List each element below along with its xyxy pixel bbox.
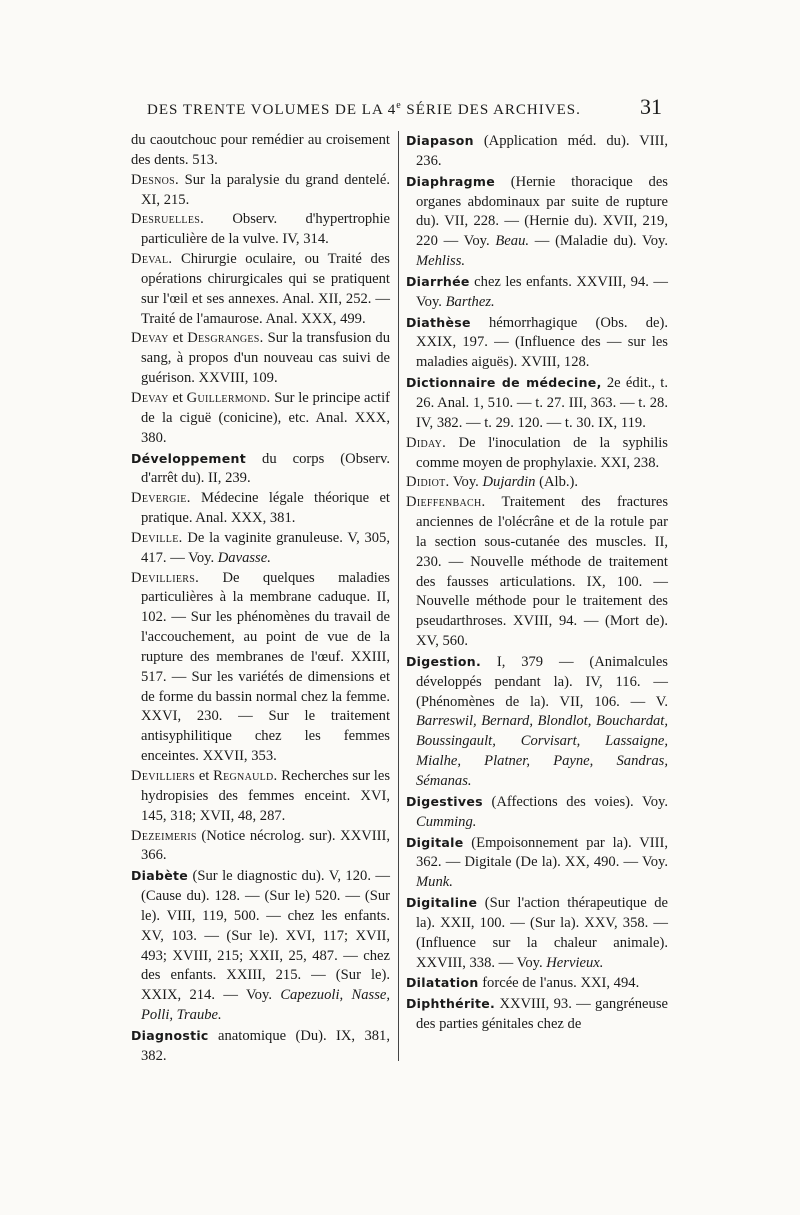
index-entry: du caoutchouc pour remédier au croisement des dents. 513. [131,132,390,168]
right-column [406,131,668,1035]
index-entry: Devilliers. De quelques maladies particulières à la membrane caduque. II, 102. — Sur les phénomènes du travail de l'accouchement, au point de vue de la rupture des membranes de l'œuf. XXIII, 517. — Sur les variétés de dimensions et de forme du bassin normal chez la femme. XXVI, 230. — Sur le traitement antisyphilitique chez les femmes enceintes. XXVII, 353. [131,569,390,765]
column-divider [398,131,399,1061]
index-entry: Diabète (Sur le diagnostic du). V, 120. — (Cause du). 128. — (Sur le) 520. — (Sur le). VIII, 119, 500. — chez les enfants. XV, 103. — (Sur le). XVI, 117; XVII, 493; XVIII, 215; XXII, 25, 487. — chez des enfants. XXIII, 215. — (Sur le). XXIX, 214. — Voy. Capezuoli, Nasse, Polli, Traube. [131,868,391,1024]
index-entry: Dilatation forcée de l'anus. XXI, 494. [406,975,640,992]
running-header [135,96,662,124]
index-entry: Digitaline (Sur l'action thérapeutique de la). XXII, 100. — (Sur la). XXV, 358. — (Influence sur la chaleur animale). XXVIII, 338. — Voy. Hervieux. [406,895,668,971]
index-entry: Dezeimeris (Notice nécrolog. sur). XXVIII, 366. [131,827,390,864]
index-entry: Digestion. I, 379 — (Animalcules développés pendant la). IV, 116. — (Phénomènes de la). VII, 106. — V. Barreswil, Bernard, Blondlot, Bouchardat, Boussingault, Corvisart, Lassaigne, Mialhe, Platner, Payne, Sandras, Sémanas. [406,653,668,789]
index-entry: Diathèse hémorrhagique (Obs. de). XXIX, 197. — (Influence des — sur les maladies aiguës). XVIII, 128. [406,314,668,371]
index-entry: Desnos. Sur la paralysie du grand dentelé. XI, 215. [131,171,390,208]
left-column [131,131,390,1067]
index-entry: Dictionnaire de médecine, 2e édit., t. 26. Anal. 1, 510. — t. 27. III, 363. — t. 28. IV, 382. — t. 29. 120. — t. 30. IX, 119. [406,375,668,431]
index-entry: Développement du corps (Observ. d'arrêt du). II, 239. [131,450,390,487]
index-entry: Diphthérite. XXVIII, 93. — gangréneuse des parties génitales chez de [406,996,668,1033]
index-entry: Dieffenbach. Traitement des fractures anciennes de l'olécrâne et de la rotule par la section sous-cutanée des muscles. II, 230. — Nouvelle méthode de traitement des fausses articulations. IX, 100. — Nouvelle méthode pour le traitement des pseudarthroses. XVIII, 94. — (Mort de). XV, 560. [406,494,668,650]
index-entry: Diagnostic anatomique (Du). IX, 381, 382. [131,1027,390,1064]
index-entry: Diapason (Application méd. du). VIII, 236. [406,133,668,169]
index-entry: Deville. De la vaginite granuleuse. V, 305, 417. — Voy. Davasse. [131,529,390,566]
index-entry: Diarrhée chez les enfants. XXVIII, 94. — Voy. Barthez. [406,273,668,310]
page-number: 31 [640,94,662,119]
index-entry: Diday. De l'inoculation de la syphilis comme moyen de prophylaxie. XXI, 238. [406,434,668,471]
index-entry: Diaphragme (Hernie thoracique des organes abdominaux par suite de rupture du). VII, 228. — (Hernie du). XVII, 219, 220 — Voy. Beau. — (Maladie du). Voy. Mehliss. [406,173,668,270]
index-entry: Didiot. Voy. Dujardin (Alb.). [406,474,579,491]
index-entry: Desruelles. Observ. d'hypertrophie particulière de la vulve. IV, 314. [131,211,390,248]
index-entry: Devilliers et Regnauld. Recherches sur les hydropisies des femmes enceint. XVI, 145, 318; XVII, 48, 287. [131,768,390,824]
index-entry: Devay et Desgranges. Sur la transfusion du sang, à propos d'un nouveau cas suivi de guérison. XXVIII, 109. [131,330,390,387]
running-title: DES TRENTE VOLUMES DE LA 4e SÉRIE DES ARCHIVES. [147,100,581,118]
index-entry: Deval. Chirurgie oculaire, ou Traité des opérations chirurgicales qui se pratiquent sur l'œil et ses annexes. Anal. XII, 252. — Traité de l'amaurose. Anal. XXX, 499. [131,251,390,327]
index-entry: Devay et Guillermond. Sur le principe actif de la ciguë (conicine), etc. Anal. XXX, 380. [131,389,390,446]
index-entry: Digestives (Affections des voies). Voy. Cumming. [406,793,668,830]
index-entry: Digitale (Empoisonnement par la). VIII, 362. — Digitale (De la). XX, 490. — Voy. Munk. [406,834,668,891]
index-entry: Devergie. Médecine légale théorique et pratique. Anal. XXX, 381. [131,490,390,527]
